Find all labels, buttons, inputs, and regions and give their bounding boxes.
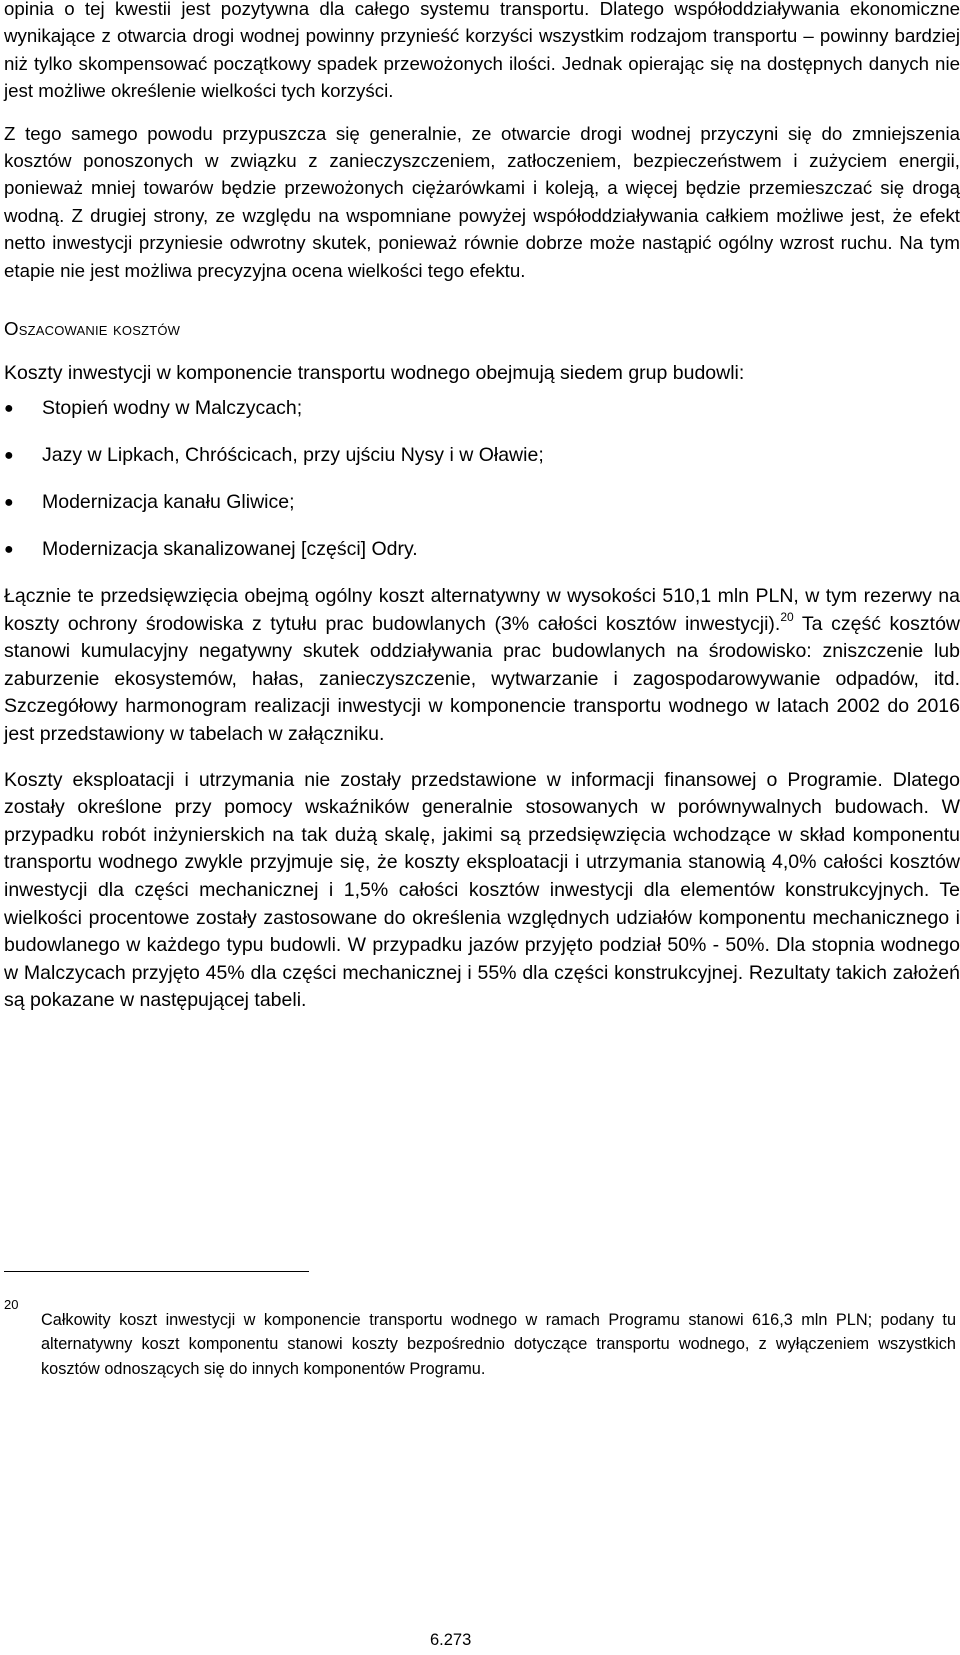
footnote-reference[interactable]: 20 bbox=[780, 609, 794, 624]
list-item-text: Stopień wodny w Malczycach; bbox=[42, 397, 303, 420]
paragraph-intro: Koszty inwestycji w komponencie transportu wodnego obejmują siedem grup budowli: bbox=[4, 362, 745, 385]
footnote bbox=[4, 1297, 956, 1397]
bullet-icon: ● bbox=[4, 541, 14, 559]
list-item-text: Jazy w Lipkach, Chróścicach, przy ujściu Nysy i w Oławie; bbox=[42, 444, 544, 467]
paragraph-operating-costs: Koszty eksploatacji i utrzymania nie zostały przedstawione w informacji finansowej o Programie. Dlatego zostały określone przy pomocy wskaźników generalnie stosowanych w porównywalnych budowach. W przypadku robót inżynierskich na tak dużą skalę, jakimi są przedsięwzięcia wchodzące w skład komponentu transportu wodnego zwykle przyjmuje się, że koszty eksploatacji i utrzymania stanowią 4,0% całości kosztów inwestycji dla części mechanicznej i 1,5% całości kosztów inwestycji dla elementów konstrukcyjnych. Te wielkości procentowe zostały zastosowane do określenia względnych udziałów komponentu mechanicznego i budowlanego w każdego typu budowli. W przypadku jazów przyjęto podział 50% - 50%. Dla stopnia wodnego w Malczycach przyjęto 45% dla części mechanicznej i 55% dla części konstrukcyjnej. Rezultaty takich założeń są pokazane w następującej tabeli. bbox=[4, 768, 960, 1012]
bullet-list bbox=[4, 395, 960, 563]
document-page bbox=[4, 0, 960, 1015]
paragraph-total-cost-part1: Łącznie te przedsięwzięcia obejmą ogólny koszt alternatywny w wysokości 510,1 mln PLN, w tym rezerwy na koszty ochrony środowiska z tytułu prac budowlanych (3% całości kosztów inwestycji). bbox=[4, 585, 960, 635]
bullet-icon: ● bbox=[4, 400, 14, 418]
list-item bbox=[4, 489, 960, 516]
list-item-text: Modernizacja kanału Gliwice; bbox=[42, 491, 295, 514]
bullet-icon: ● bbox=[4, 447, 14, 465]
footnote-number: 20 bbox=[4, 1297, 19, 1312]
list-item bbox=[4, 395, 960, 422]
footnote-text: Całkowity koszt inwestycji w komponencie transportu wodnego w ramach Programu stanowi 616,3 mln PLN; podany tu alternatywny koszt komponentu stanowi koszty bezpośrednio dotyczące transportu wodnego, z wyłączeniem wszystkich kosztów odnoszących się do innych komponentów Programu. bbox=[41, 1311, 956, 1378]
section-heading: Oszacowanie kosztów bbox=[4, 318, 181, 340]
list-item bbox=[4, 442, 960, 469]
paragraph-external-costs: Z tego samego powodu przypuszcza się generalnie, ze otwarcie drogi wodnej przyczyni się do zmniejszenia kosztów ponoszonych w związku z zanieczyszczeniem, zatłoczeniem, bezpieczeństwem i zużyciem energii, ponieważ mniej towarów będzie przewożonych ciężarówkami i koleją, a więcej będzie przemieszczać się drogą wodną. Z drugiej strony, ze względu na wspomniane powyżej współoddziaływania całkiem możliwe jest, że efekt netto inwestycji przyniesie odwrotny skutek, ponieważ równie dobrze może nastąpić ogólny wzrost ruchu. Na tym etapie nie jest możliwa precyzyjna ocena wielkości tego efektu. bbox=[4, 122, 960, 281]
page-number: 6.273 bbox=[430, 1631, 472, 1649]
bullet-icon: ● bbox=[4, 494, 14, 512]
list-item-text: Modernizacja skanalizowanej [części] Odry. bbox=[42, 538, 418, 561]
list-item bbox=[4, 536, 960, 563]
paragraph-synergies: opinia o tej kwestii jest pozytywna dla całego systemu transportu. Dlatego współoddziaływania ekonomiczne wynikające z otwarcia drogi wodnej powinny przynieść korzyści wszystkim rodzajom transportu – powinny bardziej niż tylko skompensować początkowy spadek przewożonych ilości. Jednak opierając się na dostępnych danych nie jest możliwe określenie wielkości tych korzyści. bbox=[4, 0, 960, 102]
footnote-separator bbox=[4, 1271, 309, 1272]
paragraph-total-cost bbox=[4, 583, 960, 749]
paragraph-total-cost-part2: Ta część kosztów stanowi kumulacyjny negatywny skutek oddziaływania prac budowlanych na środowisko: zniszczenie lub zaburzenie ekosystemów, hałas, zanieczyszczenie, wytwarzanie i zagospodarowywanie odpadów, itd. Szczegółowy harmonogram realizacji inwestycji w komponencie transportu wodnego w latach 2002 do 2016 jest przedstawiony w tabelach w załączniku. bbox=[4, 612, 960, 746]
